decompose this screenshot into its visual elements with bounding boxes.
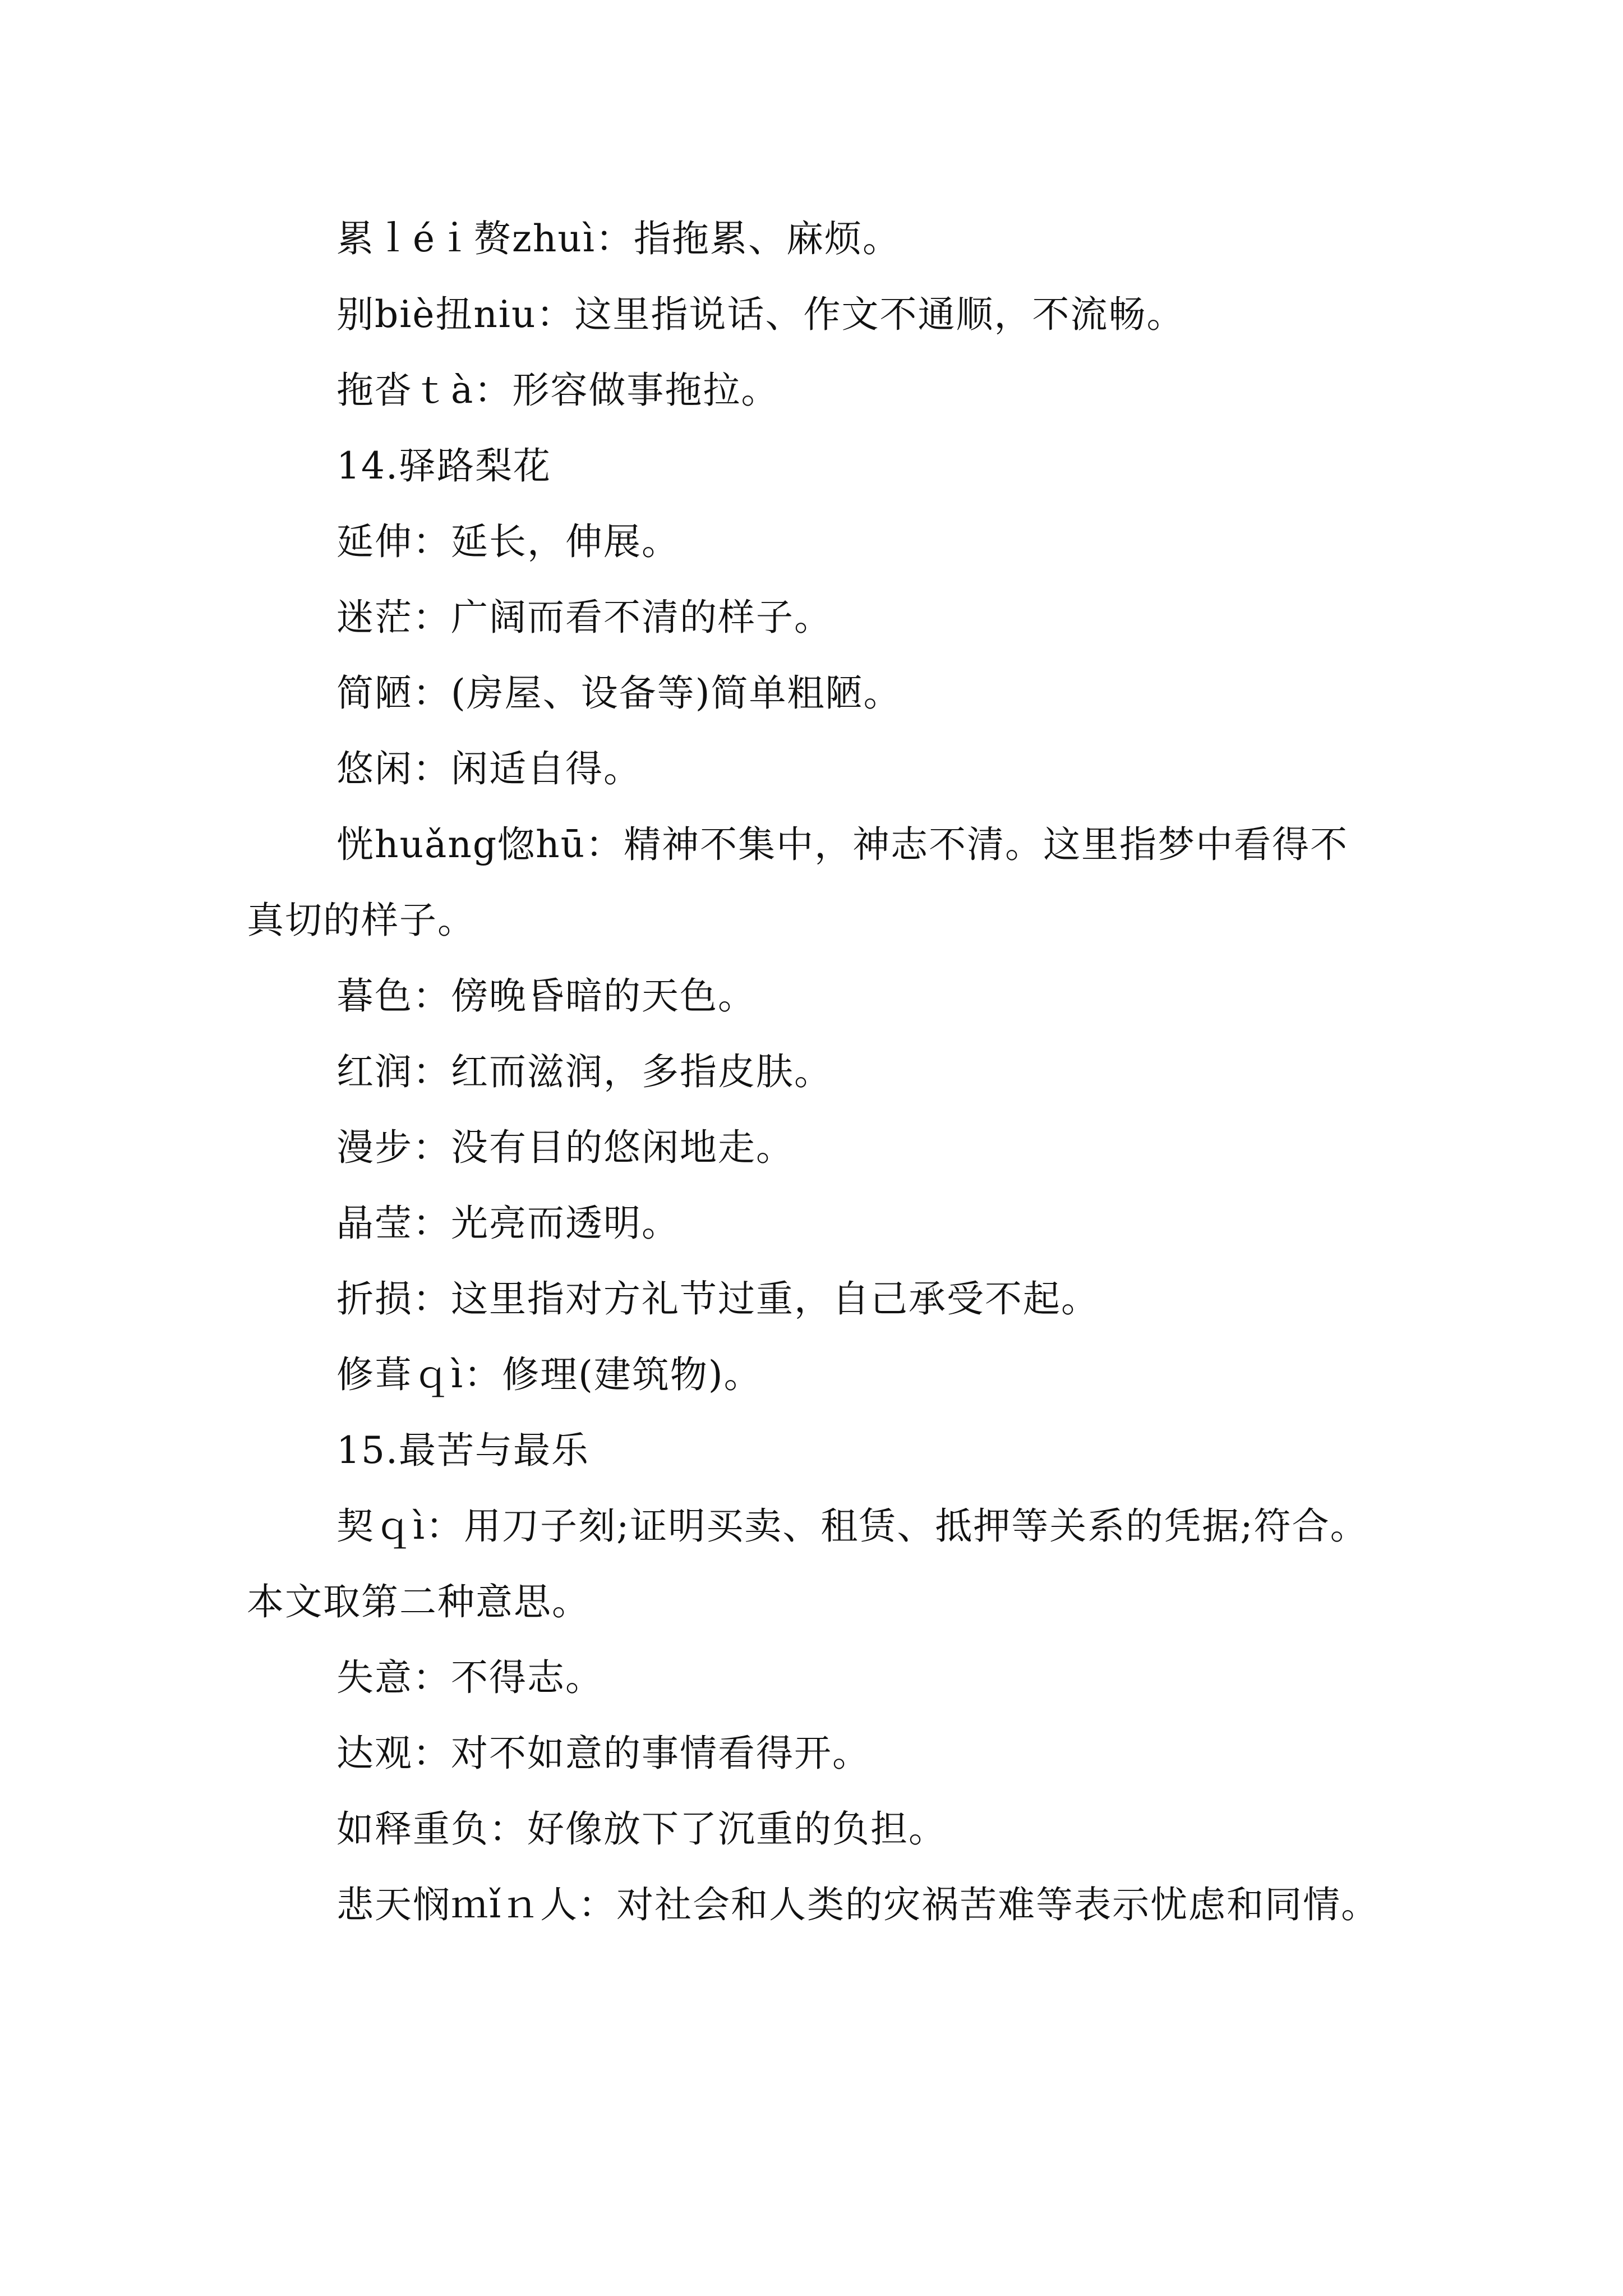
entry-muse: 暮色：傍晚昏暗的天色。 (336, 974, 756, 1018)
entry-daguan: 达观：对不如意的事情看得开。 (336, 1732, 870, 1775)
entry-manbu: 漫步：没有目的悠闲地走。 (336, 1126, 794, 1169)
entry-tuota: 拖沓ｔà：形容做事拖拉。 (336, 369, 780, 412)
entry-mimang: 迷茫：广阔而看不清的样子。 (336, 596, 832, 639)
entry-bieniu: 别biè扭niu：这里指说话、作文不通顺，不流畅。 (336, 293, 1185, 336)
entry-rushizhongfu: 如释重负：好像放下了沉重的负担。 (336, 1807, 947, 1851)
entry-jingying: 晶莹：光亮而透明。 (336, 1202, 680, 1245)
entry-jianlou: 简陋：(房屋、设备等)简单粗陋。 (336, 671, 902, 715)
entry-xiuqi: 修葺ｑì：修理(建筑物)。 (336, 1353, 762, 1396)
entry-youxian: 悠闲：闲适自得。 (336, 747, 642, 790)
section-heading-15: 15.最苦与最乐 (336, 1429, 589, 1472)
entry-leizhui: 累ｌéｉ赘zhuì：指拖累、麻烦。 (336, 217, 901, 260)
document-body (247, 201, 1380, 1943)
entry-shiyi: 失意：不得志。 (336, 1656, 603, 1699)
entry-zhesun: 折损：这里指对方礼节过重，自己承受不起。 (336, 1277, 1099, 1320)
entry-yanshen: 延伸：延长，伸展。 (336, 520, 680, 563)
entry-huanghu: 恍huǎng惚hū：精神不集中，神志不清。这里指梦中看得不真切的样子。 (247, 823, 1349, 942)
entry-hongrun: 红润：红而滋润，多指皮肤。 (336, 1050, 832, 1093)
entry-beitianminren: 悲天悯ｍǐｎ人：对社会和人类的灾祸苦难等表示忧虑和同情。 (336, 1883, 1380, 1926)
entry-qi: 契ｑì：用刀子刻;证明买卖、租赁、抵押等关系的凭据;符合。本文取第二种意思。 (247, 1504, 1368, 1623)
section-heading-14: 14.驿路梨花 (336, 444, 551, 487)
